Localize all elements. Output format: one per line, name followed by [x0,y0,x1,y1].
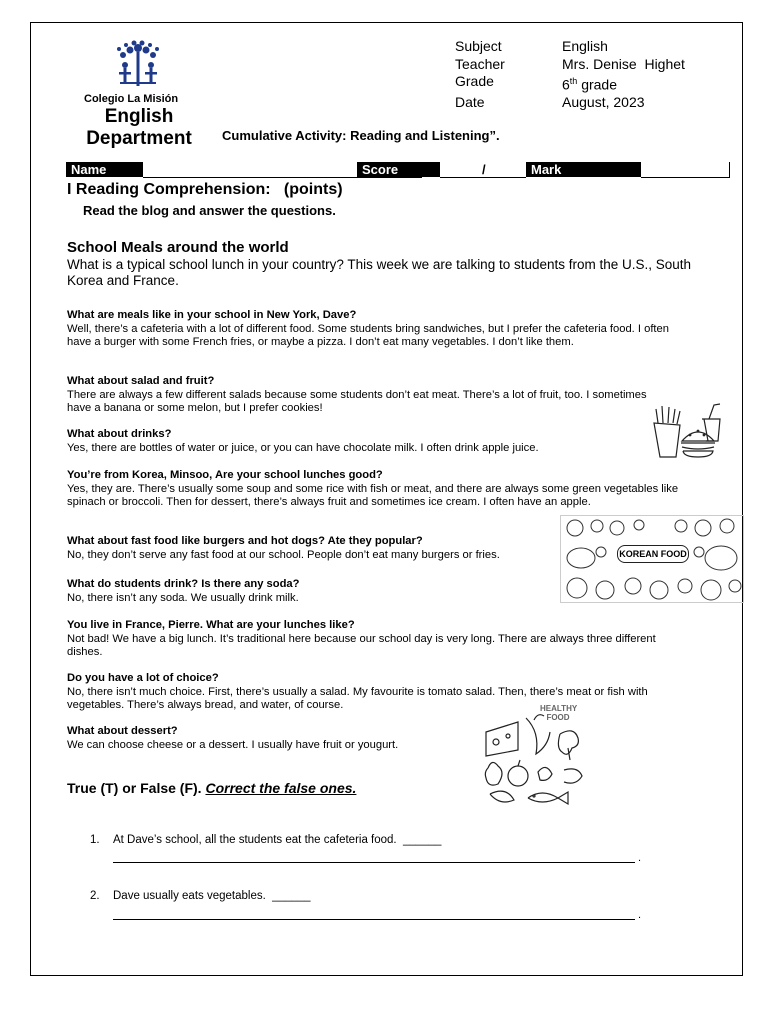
section-instruction: Read the blog and answer the questions. [83,203,336,218]
korean-food-illustration [560,515,744,603]
korean-food-label: KOREAN FOOD [617,545,689,563]
blog-intro: What is a typical school lunch in your country? This week we are talking to students from the U.S., South Korea and France. [67,257,692,288]
blog-answer: No, there isn’t any soda. We usually drink milk. [67,592,299,604]
blog-question: What do students drink? Is there any soda? [67,578,300,590]
tf-item-text: Dave usually eats vegetables. ______ [113,890,311,902]
score-field-line[interactable] [440,177,526,178]
activity-title: Cumulative Activity: Reading and Listening”. [222,128,500,143]
school-name: Colegio La Misión [84,93,179,105]
department-title: English Department [86,106,192,149]
mark-field-line[interactable] [641,177,730,178]
healthy-food-illustration [478,702,588,812]
true-false-title-plain: True (T) or False (F). [67,780,206,796]
info-row-grade [455,73,685,94]
info-label: Subject [455,38,502,54]
student-info-bar [66,162,730,179]
tf-item-2 [90,890,311,902]
blog-question: You’re from Korea, Minsoo, Are your school lunches good? [67,469,383,481]
blog-question: What are meals like in your school in New York, Dave? [67,309,357,321]
blog-question: Do you have a lot of choice? [67,672,219,684]
true-false-title-emphasis: Correct the false ones. [205,780,357,796]
mark-label: Mark [526,162,641,177]
info-value: English [562,38,608,54]
grade-ordinal-suffix: th [569,76,578,86]
name-field-line[interactable] [143,177,422,178]
tf-item-number: 1. [90,834,100,846]
true-false-title [67,780,356,796]
info-row-date [455,94,685,112]
info-value: Mrs. Denise Highet [562,55,685,72]
tf-item-end: . [638,909,642,921]
blog-question: What about salad and fruit? [67,375,215,387]
bar-end-line [729,162,730,178]
blog-answer: Well, there’s a cafeteria with a lot of different food. Some students bring sandwiches, but I prefer the cafeteria food. I often have a burger with some French fries, or maybe a pizza. I don’t eat many vegetables. I don’t like them. [67,323,669,348]
tf-item-end: . [638,852,642,864]
info-value: 6th grade [562,76,618,93]
info-value: August, 2023 [562,94,645,111]
blog-answer: There are always a few different salads because some students don’t eat meat. There’s a lot of fruit, too. I sometimes have a banana or some melon, but I prefer cookies! [67,389,647,414]
name-label: Name [66,162,143,177]
blog-question: What about drinks? [67,428,172,440]
info-label: Grade [455,73,494,89]
tf-item-number: 2. [90,890,100,902]
blog-answer: We can choose cheese or a dessert. I usually have fruit or yougurt. [67,739,399,751]
blog-question: What about dessert? [67,725,178,737]
blog-question: You live in France, Pierre. What are your lunches like? [67,619,355,631]
score-slash: / [482,162,486,177]
school-logo-icon [108,40,168,90]
healthy-food-label: HEALTHY FOOD [540,704,578,722]
tf-item-1 [90,834,441,846]
blog-answer: Not bad! We have a big lunch. It’s traditional here because our school day is very long. There are always three different dishes. [67,633,656,658]
score-label: Score [357,162,440,177]
fast-food-illustration-icon [646,401,726,464]
info-label: Date [455,94,485,111]
tf-item-text: At Dave’s school, all the students eat the cafeteria food. ______ [113,834,442,846]
info-label: Teacher [455,55,505,72]
blog-answer: No, they don’t serve any fast food at our school. People don’t eat many burgers or fries. [67,549,500,561]
tf-answer-line-2[interactable] [113,919,635,920]
tf-answer-line-1[interactable] [113,862,635,863]
info-row-teacher [455,56,685,74]
blog-answer: Yes, there are bottles of water or juice, or you can have chocolate milk. I often drink apple juice. [67,442,539,454]
blog-title: School Meals around the world [67,239,289,256]
blog-answer: No, there isn’t much choice. First, there’s usually a salad. My favourite is tomato salad. Then, there’s meat or fish with vegetables. There’s always bread, and water, of course. [67,686,648,711]
info-grid [455,38,685,112]
blog-answer: Yes, they are. There’s usually some soup and some rice with fish or meat, and there are always some green vegetables like spinach or broccoli. Then for dessert, there’s always fruit and sometimes ice cream. I often have an apple. [67,483,679,508]
blog-question: What about fast food like burgers and hot dogs? Ate they popular? [67,535,423,547]
section-heading: I Reading Comprehension: (points) [67,181,343,198]
info-row-subject [455,38,685,56]
